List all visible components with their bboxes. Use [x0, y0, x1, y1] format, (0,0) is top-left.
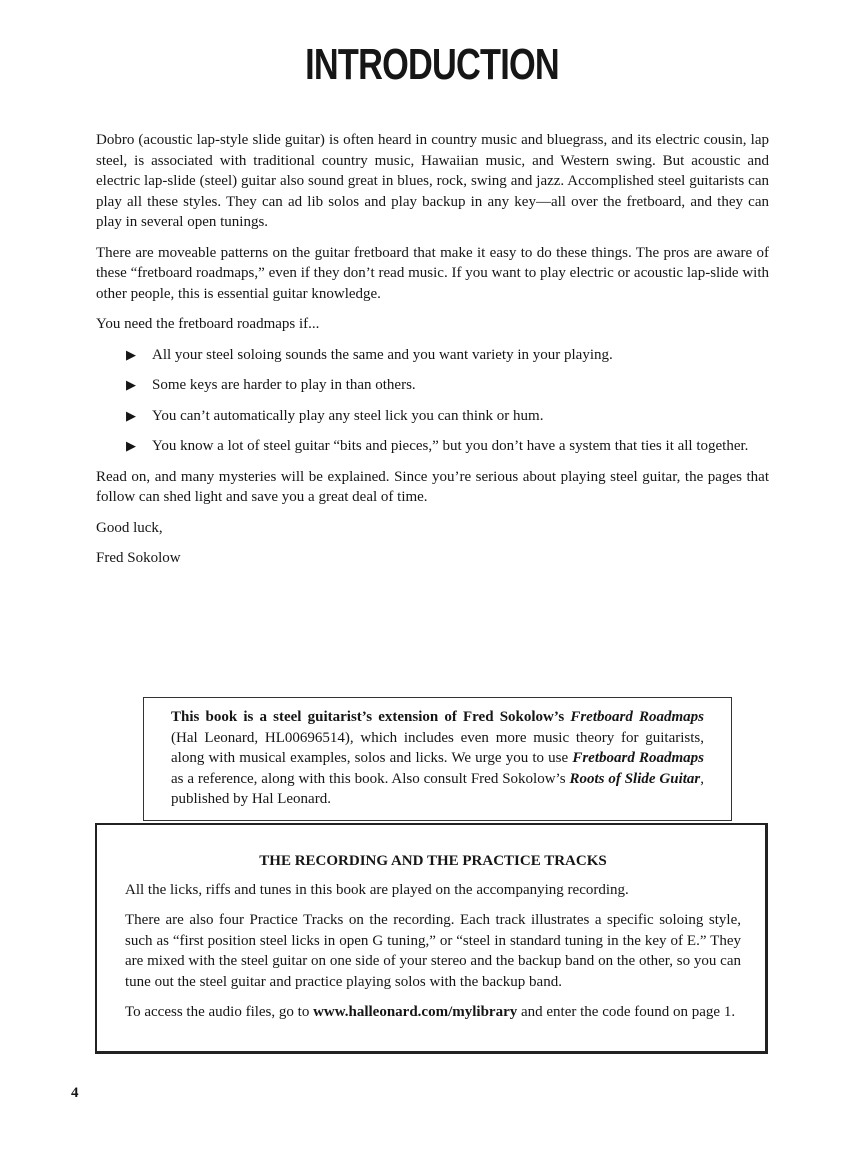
author-signature: Fred Sokolow: [96, 550, 181, 566]
list-item: [126, 436, 769, 457]
list-item: [126, 375, 769, 396]
list-item: [126, 406, 769, 427]
closing-line: Good luck,: [96, 519, 163, 536]
list-item-text: Some keys are harder to play in than others.: [152, 377, 416, 393]
book-title-fretboard-roadmaps-2: Fretboard Roadmaps: [572, 750, 705, 766]
note-text-3: , published by Hal Leonard.: [171, 770, 705, 807]
note-text: (Hal Leonard, HL00696514), which includes even more music theory for guitarists, along with musical examples, solos and licks. We urge you to use: [171, 729, 704, 766]
introduction-body: [96, 130, 769, 579]
intro-paragraph-3: You need the fretboard roadmaps if...: [96, 316, 320, 332]
intro-paragraph-1: Dobro (acoustic lap-style slide guitar) is often heard in country music and bluegrass, and its electric cousin, lap steel, is associated with traditional country music, Hawaiian music, and Western swing. But acoustic and electric lap-slide (steel) guitar also sound great in blues, rock, swing and jazz. Accomplished steel guitarists can play all these styles. They can ad lib solos and play backup in any key—all over the fretboard, and they can play in several open tunings.: [96, 132, 769, 230]
note-text-2: as a reference, along with this book. Also consult Fred Sokolow’s: [171, 770, 570, 787]
roadmap-reasons-list: [96, 345, 769, 457]
intro-paragraph-2: There are moveable patterns on the guitar fretboard that make it easy to do these things. The pros are aware of these “fretboard roadmaps,” even if they don’t read music. If you want to play electric or acoustic lap-slide with other people, this is essential guitar knowledge.: [96, 244, 769, 302]
recording-heading: THE RECORDING AND THE PRACTICE TRACKS: [259, 853, 607, 869]
bullet-arrow-icon: ▶: [126, 439, 136, 454]
fretboard-roadmaps-note: [143, 697, 732, 821]
note-lead-text: This book is a steel guitarist’s extension of Fred Sokolow’s: [171, 709, 571, 725]
list-item-text: You know a lot of steel guitar “bits and pieces,” but you don’t have a system that ties it all together.: [152, 438, 749, 454]
list-item-text: All your steel soloing sounds the same and you want variety in your playing.: [152, 346, 613, 363]
bullet-arrow-icon: ▶: [126, 408, 136, 424]
recording-paragraph-2: There are also four Practice Tracks on the recording. Each track illustrates a specific soloing style, such as “first position steel licks in open G tuning,” or “steel in standard tuning in the key of E.” They are mixed with the steel guitar on one side of your stereo and the backup band on the other, so you can tune out the steel guitar and practice playing solos with the backup band.: [125, 912, 741, 990]
list-item: [126, 345, 769, 366]
book-title-fretboard-roadmaps: Fretboard Roadmaps: [570, 709, 704, 725]
bullet-arrow-icon: ▶: [126, 347, 136, 363]
page-title: INTRODUCTION: [305, 40, 559, 89]
audio-access-text-2: and enter the code found on page 1.: [517, 1004, 736, 1020]
book-title-roots-of-slide-guitar: Roots of Slide Guitar: [569, 770, 701, 787]
recording-paragraph-1: All the licks, riffs and tunes in this book are played on the accompanying recording.: [125, 881, 629, 898]
audio-access-text: To access the audio files, go to: [125, 1004, 314, 1020]
recording-info-box: [95, 823, 768, 1054]
list-item-text: You can’t automatically play any steel lick you can think or hum.: [152, 407, 544, 424]
recording-paragraph-3: [125, 1002, 741, 1023]
mylibrary-url: www.halleonard.com/mylibrary: [313, 1004, 518, 1020]
intro-paragraph-4: Read on, and many mysteries will be explained. Since you’re serious about playing steel guitar, the pages that follow can shed light and save you a great deal of time.: [96, 468, 769, 505]
page-number: 4: [71, 1085, 79, 1101]
bullet-arrow-icon: ▶: [126, 378, 136, 393]
